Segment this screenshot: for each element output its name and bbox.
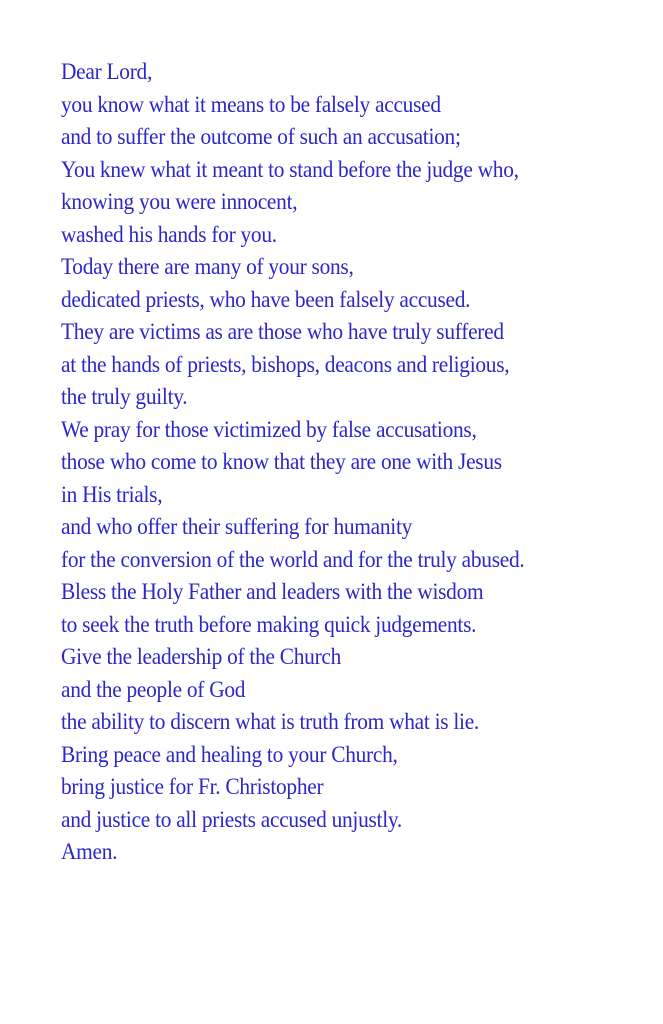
- prayer-line: in His trials,: [61, 481, 163, 507]
- prayer-line: the ability to discern what is truth from what is lie.: [61, 709, 480, 734]
- prayer-line: You knew what it meant to stand before the judge who,: [61, 156, 519, 182]
- prayer-line: to seek the truth before making quick judgements.: [61, 611, 477, 637]
- prayer-line: knowing you were innocent,: [61, 189, 298, 214]
- prayer-line: and to suffer the outcome of such an accusation;: [61, 124, 461, 149]
- prayer-line: for the conversion of the world and for the truly abused.: [61, 546, 525, 572]
- prayer-line: and justice to all priests accused unjustly.: [61, 806, 402, 832]
- prayer-line: Today there are many of your sons,: [61, 254, 354, 279]
- prayer-text: [61, 56, 641, 869]
- prayer-line: Bring peace and healing to your Church,: [61, 741, 398, 767]
- prayer-line: the truly guilty.: [61, 384, 188, 409]
- prayer-line: and who offer their suffering for humanity: [61, 514, 413, 539]
- prayer-line: Amen.: [61, 839, 118, 864]
- prayer-line: at the hands of priests, bishops, deacons and religious,: [61, 351, 510, 377]
- prayer-line: We pray for those victimized by false accusations,: [61, 416, 477, 442]
- prayer-line: those who come to know that they are one with Jesus: [61, 449, 502, 474]
- prayer-line: They are victims as are those who have truly suffered: [61, 319, 504, 344]
- prayer-line: and the people of God: [61, 676, 246, 702]
- prayer-line: dedicated priests, who have been falsely accused.: [61, 286, 471, 312]
- prayer-line: washed his hands for you.: [61, 221, 277, 247]
- prayer-line: Bless the Holy Father and leaders with the wisdom: [61, 579, 484, 604]
- prayer-line: Give the leadership of the Church: [61, 644, 342, 669]
- prayer-line: bring justice for Fr. Christopher: [61, 774, 324, 799]
- prayer-line: you know what it means to be falsely accused: [61, 91, 441, 117]
- prayer-line: Dear Lord,: [61, 59, 153, 84]
